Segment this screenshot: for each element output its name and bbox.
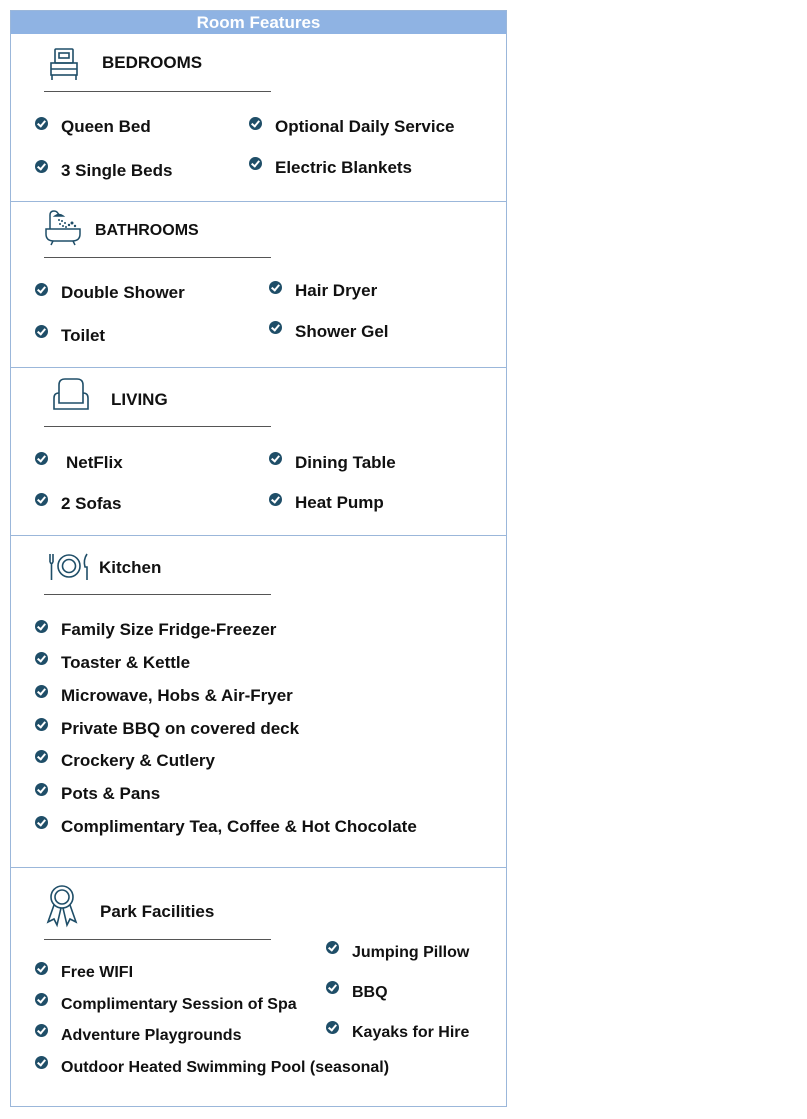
section-divider	[11, 867, 506, 868]
list-item: Hair Dryer	[295, 281, 378, 300]
check-icon	[35, 1056, 48, 1069]
section-title-park-facilities: Park Facilities	[100, 902, 215, 921]
room-features-panel	[10, 10, 507, 1107]
check-icon	[35, 160, 48, 173]
bathtub-shower-icon	[44, 209, 82, 247]
list-item: Shower Gel	[295, 322, 389, 341]
list-item: Toilet	[61, 326, 106, 345]
list-item: 3 Single Beds	[61, 161, 173, 180]
check-icon	[249, 117, 262, 130]
list-item: Kayaks for Hire	[352, 1024, 470, 1041]
list-item: Queen Bed	[61, 117, 151, 136]
check-icon	[269, 493, 282, 506]
check-icon	[35, 652, 48, 665]
list-item: Adventure Playgrounds	[61, 1027, 242, 1044]
check-icon	[35, 283, 48, 296]
check-icon	[35, 750, 48, 763]
list-item: Double Shower	[61, 283, 185, 302]
check-icon	[35, 816, 48, 829]
check-icon	[249, 157, 262, 170]
check-icon	[35, 452, 48, 465]
list-item: Family Size Fridge-Freezer	[61, 620, 277, 639]
list-item: Pots & Pans	[61, 784, 161, 803]
section-rule	[44, 939, 271, 940]
check-icon	[326, 941, 339, 954]
section-title-living: LIVING	[111, 390, 168, 409]
section-title-bedrooms: BEDROOMS	[102, 53, 203, 72]
check-icon	[35, 117, 48, 130]
list-item: 2 Sofas	[61, 494, 122, 513]
section-divider	[11, 535, 506, 536]
list-item: Outdoor Heated Swimming Pool (seasonal)	[61, 1059, 390, 1076]
section-divider	[11, 201, 506, 202]
check-icon	[35, 325, 48, 338]
section-title-kitchen: Kitchen	[99, 558, 162, 577]
check-icon	[326, 1021, 339, 1034]
check-icon	[35, 620, 48, 633]
section-rule	[44, 91, 271, 92]
section-divider	[11, 367, 506, 368]
check-icon	[35, 783, 48, 796]
list-item: Heat Pump	[295, 493, 384, 512]
list-item: Complimentary Session of Spa	[61, 996, 297, 1013]
list-item: Free WIFI	[61, 964, 134, 981]
check-icon	[269, 321, 282, 334]
list-item: Jumping Pillow	[352, 944, 470, 961]
award-ribbon-icon	[44, 884, 80, 928]
section-rule	[44, 257, 271, 258]
check-icon	[326, 981, 339, 994]
bed-icon	[48, 47, 80, 81]
room-features-header: Room Features	[11, 11, 506, 34]
check-icon	[35, 993, 48, 1006]
check-icon	[269, 452, 282, 465]
list-item: Toaster & Kettle	[61, 653, 191, 672]
check-icon	[35, 493, 48, 506]
section-title-bathrooms: BATHROOMS	[95, 222, 199, 239]
list-item: Complimentary Tea, Coffee & Hot Chocolate	[61, 817, 417, 836]
check-icon	[35, 718, 48, 731]
check-icon	[35, 1024, 48, 1037]
list-item: Private BBQ on covered deck	[61, 719, 300, 738]
section-rule	[44, 594, 271, 595]
list-item: Crockery & Cutlery	[61, 751, 216, 770]
plate-cutlery-icon	[47, 552, 91, 582]
check-icon	[269, 281, 282, 294]
check-icon	[35, 962, 48, 975]
list-item: NetFlix	[66, 453, 123, 472]
armchair-icon	[52, 377, 90, 413]
list-item: Dining Table	[295, 453, 396, 472]
section-rule	[44, 426, 271, 427]
list-item: Optional Daily Service	[275, 117, 455, 136]
check-icon	[35, 685, 48, 698]
list-item: BBQ	[352, 984, 388, 1001]
list-item: Microwave, Hobs & Air-Fryer	[61, 686, 293, 705]
list-item: Electric Blankets	[275, 158, 413, 177]
